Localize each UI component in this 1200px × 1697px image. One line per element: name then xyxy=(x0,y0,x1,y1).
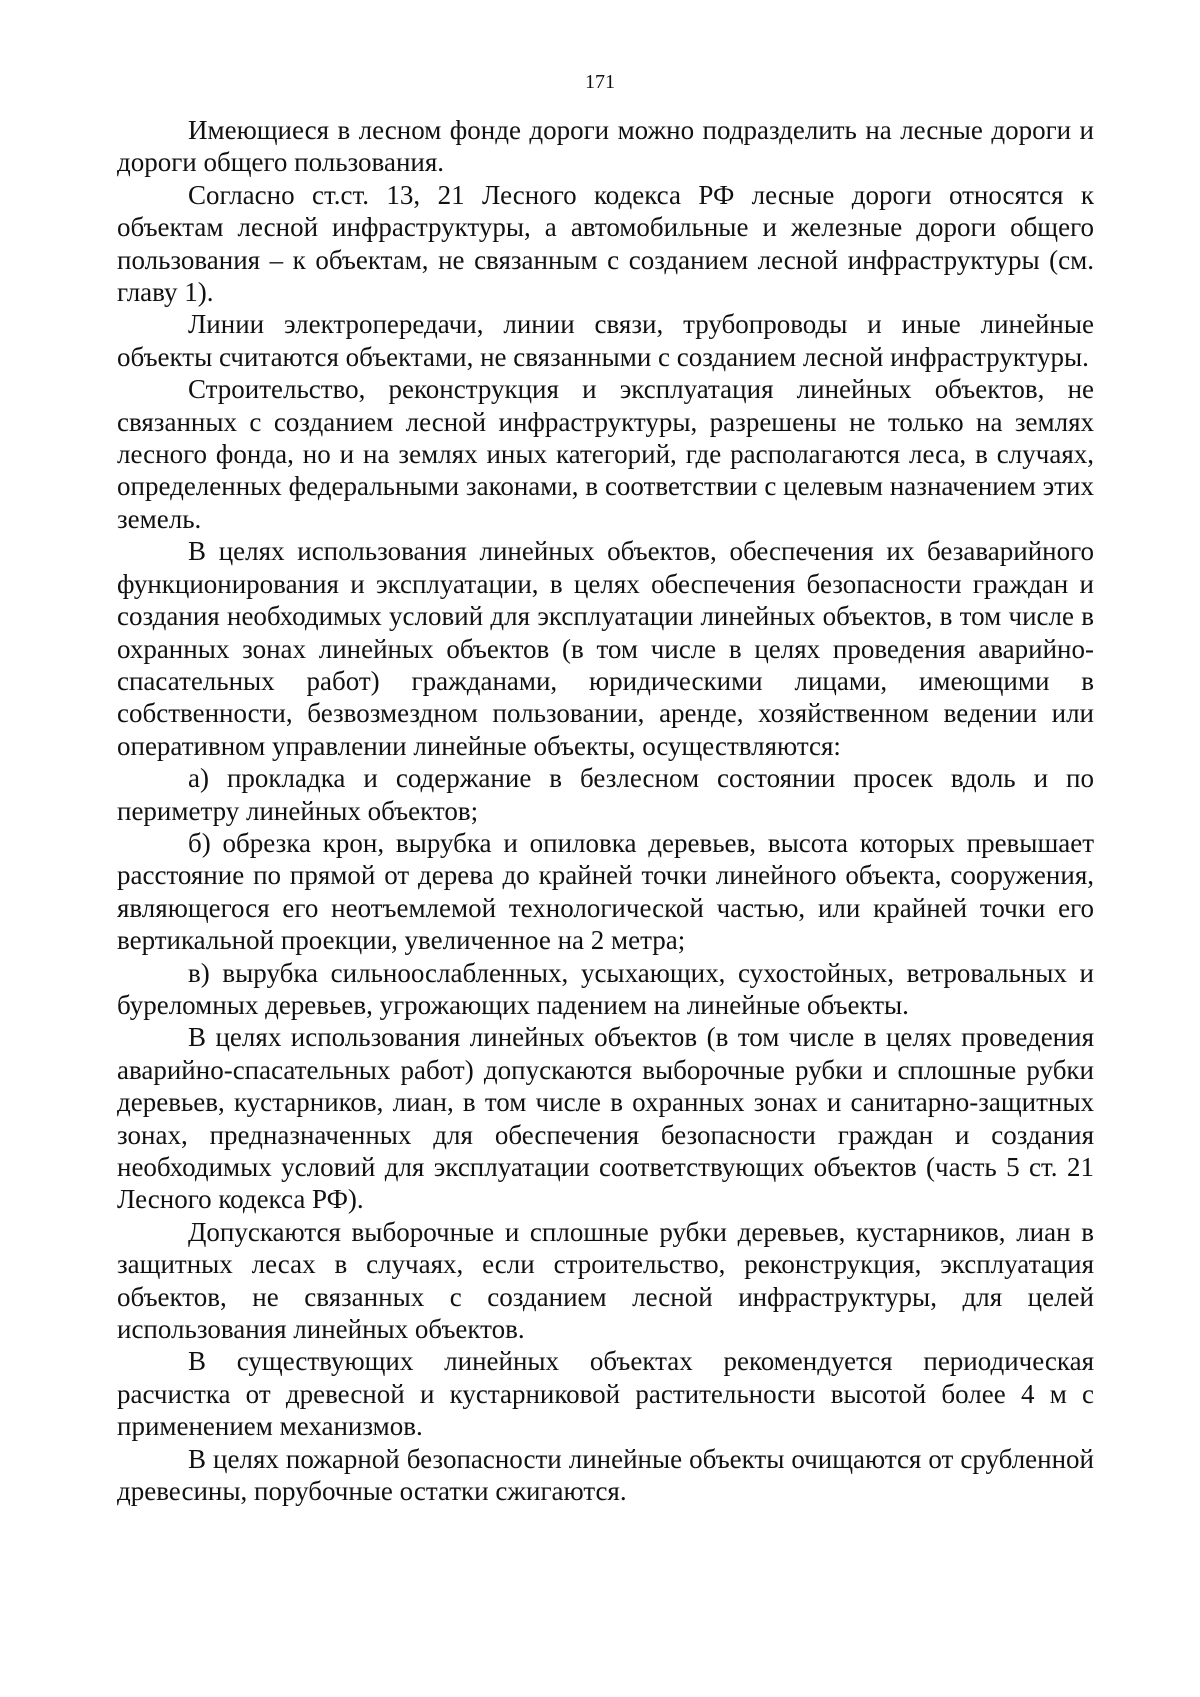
paragraph-power-lines: Линии электропередачи, линии связи, трубопроводы и иные линейные объекты считаются объектами, не связанными с созданием лесной инфраструктуры. xyxy=(117,309,1094,372)
list-item-a: а) прокладка и содержание в безлесном состоянии просек вдоль и по периметру линейных объектов; xyxy=(117,763,1094,826)
paragraph-linear-objects-use: В целях использования линейных объектов, обеспечения их безаварийного функционирования и эксплуатации, в целях обеспечения безопасности граждан и создания необходимых условий для эксплуатации линейных объектов, в том числе в охранных зонах линейных объектов (в том числе в целях проведения аварийно-спасательных работ) гражданами, юридическими лицами, имеющими в собственности, безвозмездном пользовании, аренде, хозяйственном ведении или оперативном управлении линейные объекты, осуществляются: xyxy=(117,536,1094,761)
paragraph-fire-safety: В целях пожарной безопасности линейные объекты очищаются от срубленной древесины, порубочные остатки сжигаются. xyxy=(117,1443,1094,1507)
paragraph-protective-forests: Допускаются выборочные и сплошные рубки деревьев, кустарников, лиан в защитных лесах в случаях, если строительство, реконструкция, эксплуатация объектов, не связанных с созданием лесной инфраструктуры, для целей использования линейных объектов. xyxy=(117,1216,1094,1345)
list-item-v: в) вырубка сильноослабленных, усыхающих, сухостойных, ветровальных и буреломных деревьев, угрожающих падением на линейные объекты. xyxy=(117,957,1094,1020)
page-number: 171 xyxy=(585,71,615,93)
text-body xyxy=(117,114,1094,1507)
paragraph-construction: Строительство, реконструкция и эксплуатация линейных объектов, не связанных с созданием лесной инфраструктуры, разрешены не только на землях лесного фонда, но и на землях иных категорий, где располагаются леса, в случаях, определенных федеральными законами, в соответствии с целевым назначением этих земель. xyxy=(117,374,1094,534)
paragraph-periodic-clearing: В существующих линейных объектах рекомендуется периодическая расчистка от древесной и кустарниковой растительности высотой более 4 м с применением механизмов. xyxy=(117,1346,1094,1442)
paragraph-roads-classification: Имеющиеся в лесном фонде дороги можно подразделить на лесные дороги и дороги общего пользования. xyxy=(117,115,1094,178)
paragraph-selective-felling: В целях использования линейных объектов (в том числе в целях проведения аварийно-спасательных работ) допускаются выборочные рубки и сплошные рубки деревьев, кустарников, лиан, в том числе в охранных зонах и санитарно-защитных зонах, предназначенных для обеспечения безопасности граждан и создания необходимых условий для эксплуатации соответствующих объектов (часть 5 ст. 21 Лесного кодекса РФ). xyxy=(117,1022,1094,1215)
list-item-b: б) обрезка крон, вырубка и опиловка деревьев, высота которых превышает расстояние по прямой от дерева до крайней точки линейного объекта, сооружения, являющегося его неотъемлемой технологической частью, или крайней точки его вертикальной проекции, увеличенное на 2 метра; xyxy=(117,827,1094,956)
paragraph-forest-code-roads: Согласно ст.ст. 13, 21 Лесного кодекса РФ лесные дороги относятся к объектам лесной инфраструктуры, а автомобильные и железные дороги общего пользования – к объектам, не связанным с созданием лесной инфраструктуры (см. главу 1). xyxy=(117,179,1094,308)
